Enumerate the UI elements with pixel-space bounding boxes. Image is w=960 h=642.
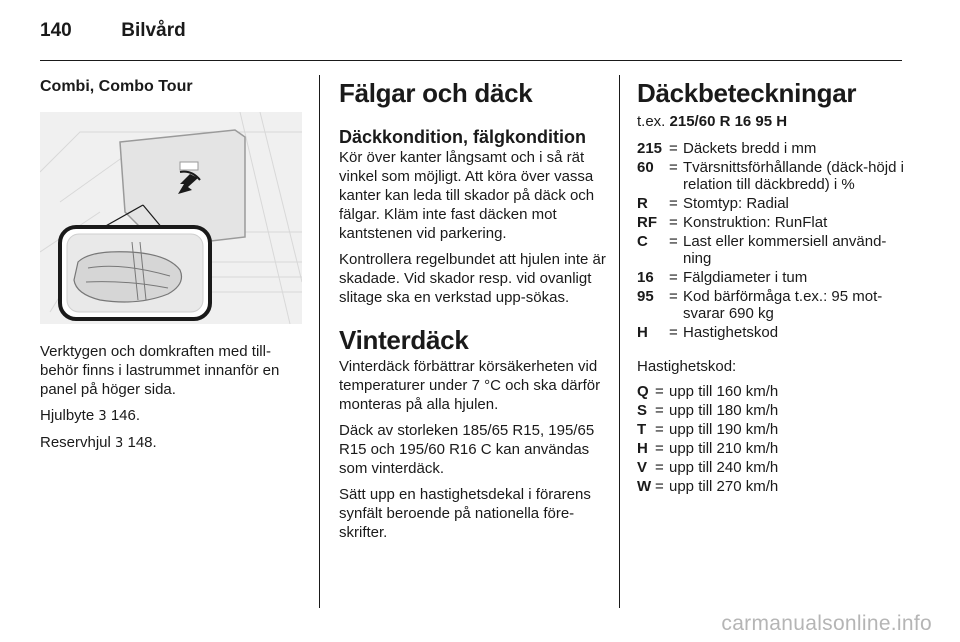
ref-spare-wheel-page: 148. bbox=[127, 434, 157, 451]
designation-table bbox=[637, 140, 907, 343]
example-prefix: t.ex. bbox=[637, 113, 666, 130]
winter-tyres-heading: Vinterdäck bbox=[339, 325, 469, 355]
wheels-tyres-title: Fälgar och däck bbox=[339, 78, 533, 108]
ref-spare-wheel-label: Reservhjul bbox=[40, 434, 111, 451]
speed-value: upp till 190 km/h bbox=[669, 421, 779, 438]
page-number: 140 bbox=[40, 20, 72, 41]
page-header bbox=[40, 20, 186, 42]
header-divider bbox=[40, 60, 902, 61]
designation-key: 215 bbox=[637, 140, 663, 157]
table-row bbox=[637, 402, 778, 421]
column-divider bbox=[619, 75, 620, 608]
speed-key: V bbox=[637, 459, 648, 476]
speed-value: upp till 160 km/h bbox=[669, 383, 779, 400]
equals-sign: = bbox=[655, 383, 664, 400]
example-value: 215/60 R 16 95 H bbox=[669, 113, 788, 130]
designation-key: C bbox=[637, 233, 648, 250]
designation-key: RF bbox=[637, 214, 657, 231]
table-row bbox=[637, 459, 778, 478]
designation-key: 95 bbox=[637, 288, 654, 305]
designation-value: Tvärsnittsförhållande (däck-höjd i relation till däckbredd) i % bbox=[683, 159, 904, 193]
designation-value: Däckets bredd i mm bbox=[683, 140, 817, 157]
table-row bbox=[637, 324, 907, 343]
ref-wheel-change bbox=[40, 406, 302, 426]
speed-code-heading: Hastighetskod: bbox=[637, 358, 737, 375]
table-row bbox=[637, 269, 907, 288]
winter-tyres-para-3: Sätt upp en hastighetsdekal i förarens synfält beroende på nationella före-skrifter. bbox=[339, 486, 591, 541]
equals-sign: = bbox=[669, 324, 678, 341]
table-row bbox=[637, 214, 907, 233]
speed-value: upp till 240 km/h bbox=[669, 459, 779, 476]
designation-value: Last eller kommersiell använd-ning bbox=[683, 233, 887, 267]
designation-key: 16 bbox=[637, 269, 654, 286]
tool-panel-illustration-icon bbox=[40, 112, 302, 324]
equals-sign: = bbox=[669, 233, 678, 250]
designation-key: H bbox=[637, 324, 648, 341]
equals-sign: = bbox=[669, 195, 678, 212]
speed-value: upp till 270 km/h bbox=[669, 478, 779, 495]
table-row bbox=[637, 195, 907, 214]
equals-sign: = bbox=[669, 140, 678, 157]
equals-sign: = bbox=[655, 459, 664, 476]
ref-wheel-change-label: Hjulbyte bbox=[40, 407, 95, 424]
designation-key: R bbox=[637, 195, 648, 212]
watermark: carmanualsonline.info bbox=[721, 612, 932, 635]
tyre-condition-para-2: Kontrollera regelbundet att hjulen inte är skadade. Vid skador resp. vid ovanligt slitage ska en verkstad upp-sökas. bbox=[339, 251, 606, 306]
designation-value: Stomtyp: Radial bbox=[683, 195, 789, 212]
table-row bbox=[637, 140, 907, 159]
table-row bbox=[637, 421, 778, 440]
speed-value: upp till 180 km/h bbox=[669, 402, 779, 419]
column-wheels-tyres bbox=[339, 78, 607, 549]
speed-key: T bbox=[637, 421, 647, 438]
equals-sign: = bbox=[655, 440, 664, 457]
ref-wheel-change-page: 146. bbox=[110, 407, 141, 424]
page-ref-arrow-icon: 3 bbox=[98, 409, 107, 424]
equals-sign: = bbox=[669, 159, 678, 176]
ref-spare-wheel bbox=[40, 433, 302, 453]
speed-key: S bbox=[637, 402, 648, 419]
tyre-condition-heading: Däckkondition, fälgkondition bbox=[339, 127, 586, 147]
speed-value: upp till 210 km/h bbox=[669, 440, 779, 457]
designation-value: Hastighetskod bbox=[683, 324, 779, 341]
equals-sign: = bbox=[655, 402, 664, 419]
designation-key: 60 bbox=[637, 159, 654, 176]
table-row bbox=[637, 383, 778, 402]
table-row bbox=[637, 478, 778, 497]
speed-key: Q bbox=[637, 383, 649, 400]
speed-code-table bbox=[637, 383, 778, 497]
table-row bbox=[637, 440, 778, 459]
speed-key: H bbox=[637, 440, 648, 457]
table-row bbox=[637, 159, 907, 195]
equals-sign: = bbox=[669, 214, 678, 231]
column-tyre-designations bbox=[637, 78, 907, 501]
winter-tyres-para-1: Vinterdäck förbättrar körsäkerheten vid temperaturer under 7 °C och ska därför monteras på alla hjulen. bbox=[339, 358, 601, 413]
combi-heading: Combi, Combo Tour bbox=[40, 78, 193, 95]
tyre-condition-para-1: Kör över kanter långsamt och i så rät vinkel som möjligt. Att köra över vassa kanter kan leda till skador på däck och fälgar. Kläm inte fast däcken mot kantstenen vid parkering. bbox=[339, 149, 595, 242]
section-title: Bilvård bbox=[121, 20, 186, 41]
designation-value: Fälgdiameter i tum bbox=[683, 269, 808, 286]
table-row bbox=[637, 233, 907, 269]
equals-sign: = bbox=[655, 478, 664, 495]
combi-description: Verktygen och domkraften med till-behör finns i lastrummet innanför en panel på höger sida. bbox=[40, 343, 280, 398]
equals-sign: = bbox=[669, 288, 678, 305]
equals-sign: = bbox=[655, 421, 664, 438]
table-row bbox=[637, 288, 907, 324]
page-ref-arrow-icon: 3 bbox=[115, 436, 124, 451]
equals-sign: = bbox=[669, 269, 678, 286]
tyre-example bbox=[637, 112, 907, 131]
speed-key: W bbox=[637, 478, 652, 495]
designation-value: Kod bärförmåga t.ex.: 95 mot-svarar 690 kg bbox=[683, 288, 883, 322]
winter-tyres-para-2: Däck av storleken 185/65 R15, 195/65 R15 och 195/60 R16 C kan användas som vinterdäck. bbox=[339, 422, 595, 477]
column-divider bbox=[319, 75, 320, 608]
tyre-designations-title: Däckbeteckningar bbox=[637, 78, 857, 108]
designation-value: Konstruktion: RunFlat bbox=[683, 214, 828, 231]
column-combi bbox=[40, 78, 302, 460]
